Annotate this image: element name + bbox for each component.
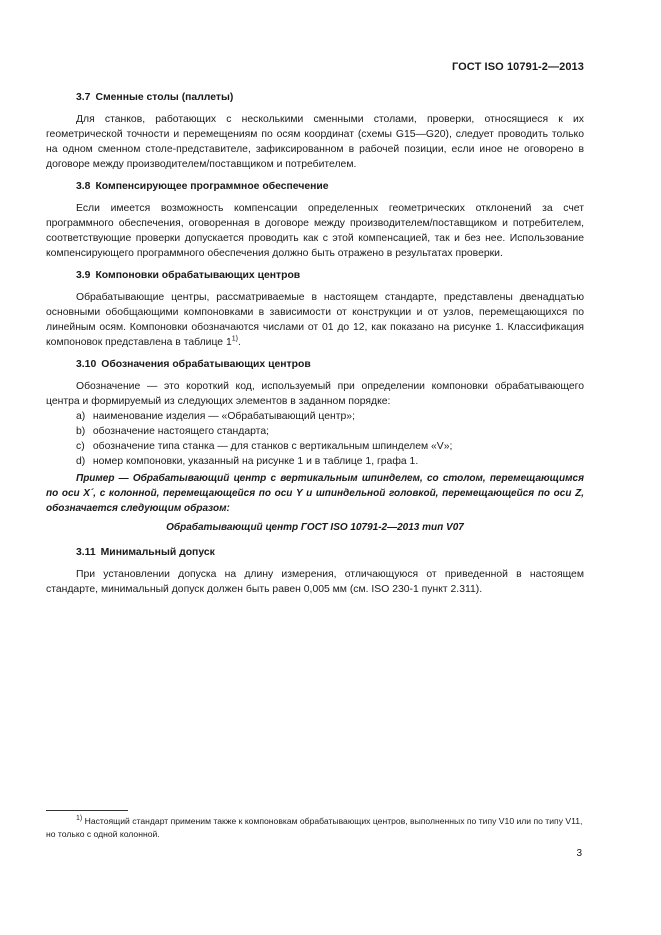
- section-heading: [46, 545, 584, 560]
- section-title: Минимальный допуск: [100, 547, 215, 558]
- list-text: обозначение настоящего стандарта;: [92, 426, 269, 437]
- section-heading: [46, 268, 584, 283]
- section-number: 3.10: [76, 359, 97, 370]
- paragraph: Если имеется возможность компенсации определенных геометрических отклонений за счет программного обеспечения, оговоренная в договоре между производителем/поставщиком и потребителем, соответствующие проверки допускается проводить как с этой компенсацией, так и без нее. Использование компенсирующего программного обеспечения должно быть отражено в результатах проверки.: [46, 203, 584, 259]
- list-label: c): [76, 441, 85, 452]
- paragraph: Для станков, работающих с несколькими сменными столами, проверки, относящиеся к их геометрической точности и перемещениям по осям координат (схемы G15—G20), следует проводить только на одном сменном столе-представителе, зафиксированном в рабочей позиции, если иное не оговорено в договоре между производителем/поставщиком и потребителем.: [46, 114, 584, 170]
- list-label: d): [76, 456, 86, 467]
- footnote-separator: [46, 810, 128, 811]
- list-item: [46, 439, 584, 454]
- section-heading: [46, 179, 584, 194]
- list-text: номер компоновки, указанный на рисунке 1 и в таблице 1, графа 1.: [92, 456, 419, 467]
- list-text: наименование изделия — «Обрабатывающий центр»;: [92, 411, 355, 422]
- section-number: 3.9: [76, 270, 91, 281]
- section-title: Сменные столы (паллеты): [95, 92, 234, 103]
- list-item: [46, 454, 584, 469]
- list-item: [46, 409, 584, 424]
- list-text: обозначение типа станка — для станков с вертикальным шпинделем «V»;: [92, 441, 453, 452]
- example-paragraph: Пример — Обрабатывающий центр с вертикальным шпинделем, со столом, перемещающимся по оси X´, с колонной, перемещающейся по оси Y и шпиндельной головкой, перемещающейся по оси Z, обозначается следующим образом:: [46, 473, 584, 514]
- paragraph: При установлении допуска на длину измерения, отличающуюся от приведенной в настоящем стандарте, минимальный допуск должен быть равен 0,005 мм (см. ISO 230-1 пункт 2.311).: [46, 569, 584, 595]
- footnote-text: Настоящий стандарт применим также к компоновкам обрабатывающих центров, выполненных по типу V10 или по типу V11, но только с одной колонной.: [46, 816, 583, 839]
- document-header: ГОСТ ISO 10791-2—2013: [451, 61, 584, 73]
- footnote-mark: 1): [76, 815, 83, 823]
- example-designation: Обрабатывающий центр ГОСТ ISO 10791-2—2013 тип V07: [166, 522, 464, 533]
- section-heading: [46, 90, 584, 105]
- section-number: 3.7: [76, 92, 91, 103]
- list-label: b): [76, 426, 86, 437]
- main-content: [46, 90, 584, 604]
- paragraph-text: Обрабатывающие центры, рассматриваемые в настоящем стандарте, представлены двенадцатью основными обобщающими компоновками в зависимости от конструкции и от узлов, перемещающихся по линейным осям. Компоновки обозначаются числами от 01 до 12, как показано на рисунке 1. Классификация компоновок представлена в таблице 1: [46, 292, 584, 348]
- page-number: 3: [576, 848, 582, 859]
- paragraph: Обозначение — это короткий код, используемый при определении компоновки обрабатывающего центра и формируемый из следующих элементов в заданном порядке:: [46, 381, 584, 407]
- footnote: [46, 815, 586, 841]
- section-number: 3.11: [76, 547, 96, 558]
- section-title: Компенсирующее программное обеспечение: [95, 181, 329, 192]
- list-label: a): [76, 411, 86, 422]
- section-heading: [46, 357, 584, 372]
- list-item: [46, 424, 584, 439]
- paragraph-end: .: [237, 337, 241, 348]
- footnote-ref: 1): [231, 335, 238, 343]
- section-title: Компоновки обрабатывающих центров: [95, 270, 301, 281]
- section-title: Обозначения обрабатывающих центров: [101, 359, 311, 370]
- paragraph: [46, 290, 584, 350]
- section-number: 3.8: [76, 181, 91, 192]
- footnote-body: [46, 815, 586, 841]
